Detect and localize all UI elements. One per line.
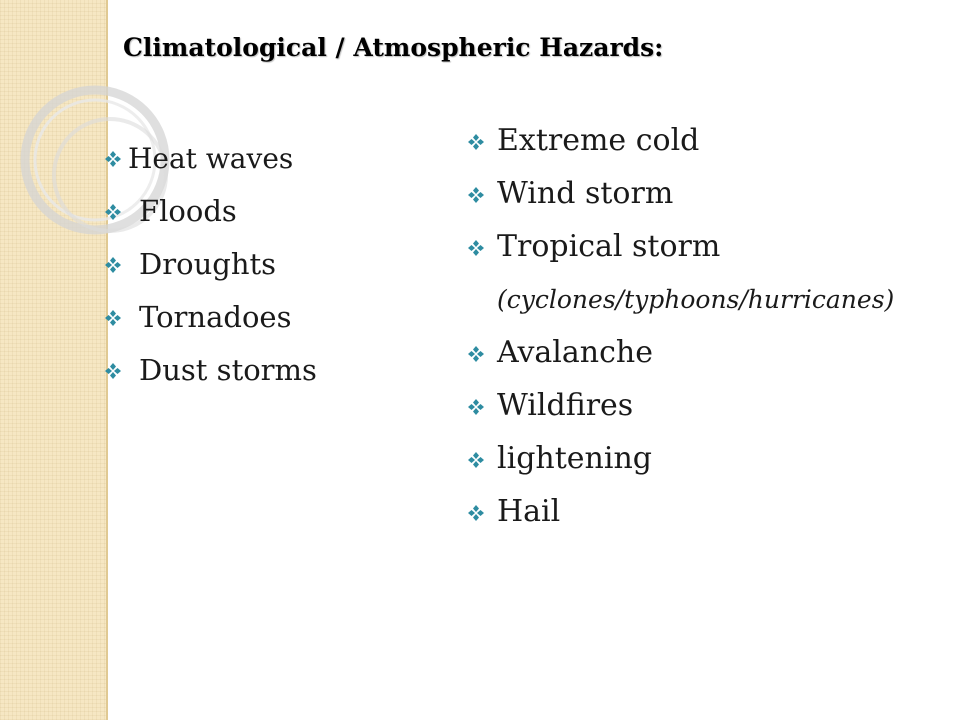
diamond-bullet-icon [104,309,122,327]
diamond-bullet-icon [467,345,485,363]
diamond-bullet-icon [467,504,485,522]
list-item-label: Tropical storm [497,229,721,264]
diamond-bullet-icon [104,362,122,380]
list-item [467,122,894,175]
diamond-bullet-icon [467,451,485,469]
list-item-subtext [467,281,894,334]
list-item [467,440,894,493]
right-hazard-list [467,122,894,546]
list-item [104,140,317,193]
diamond-bullet-icon [104,256,122,274]
list-item [104,246,317,299]
list-item [104,299,317,352]
list-item [467,493,894,546]
list-item-label: Avalanche [497,335,653,370]
list-item-label: Droughts [139,247,277,281]
list-item-label: Wind storm [497,176,674,211]
list-item [104,193,317,246]
list-item-label: Heat waves [128,142,294,175]
list-item [467,175,894,228]
diamond-bullet-icon [104,203,122,221]
list-item [467,387,894,440]
list-item-label: Wildfires [497,388,634,423]
diamond-bullet-icon [467,186,485,204]
diamond-bullet-icon [467,239,485,257]
list-item-label: Hail [497,494,561,529]
list-item [467,334,894,387]
diamond-bullet-icon [467,398,485,416]
list-item-label: Extreme cold [497,123,700,158]
diamond-bullet-icon [467,133,485,151]
list-item-label: lightening [497,441,652,476]
list-item-label: Floods [139,194,237,228]
list-item-label: Dust storms [139,353,317,387]
list-item-label: Tornadoes [139,300,292,334]
decorative-side-band [0,0,108,720]
left-hazard-list [104,140,317,405]
list-item-label: (cyclones/typhoons/hurricanes) [497,285,895,314]
list-item [467,228,894,281]
slide-title: Climatological / Atmospheric Hazards: [123,33,664,62]
diamond-bullet-icon [104,150,122,168]
list-item [104,352,317,405]
